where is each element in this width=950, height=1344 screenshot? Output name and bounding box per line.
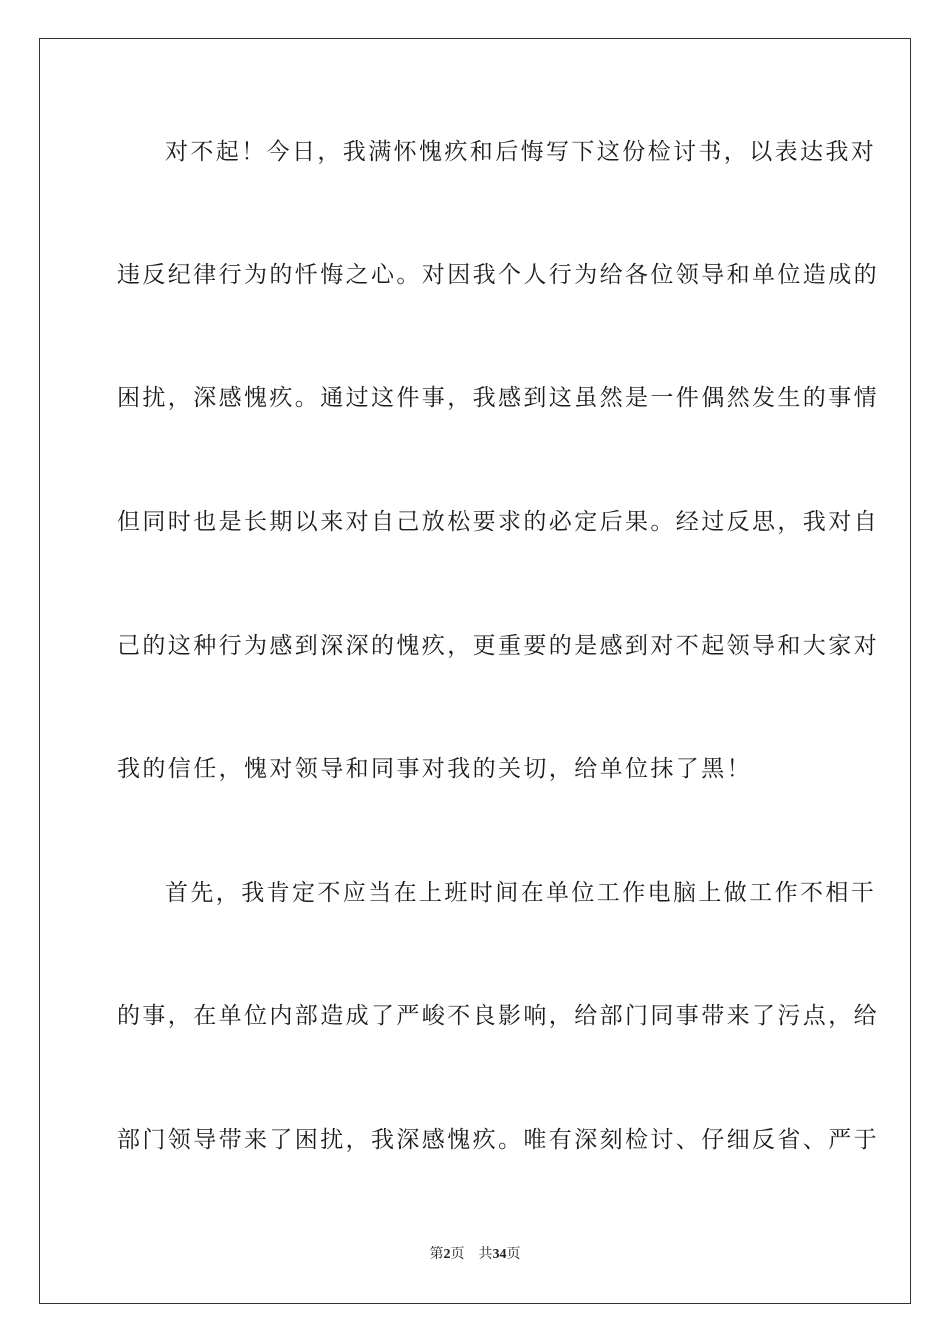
text-line-2: 违反纪律行为的忏悔之心。对因我个人行为给各位领导和单位造成的 xyxy=(117,262,879,288)
footer-total-prefix: 共 xyxy=(478,1246,493,1262)
text-line-3: 困扰，深感愧疚。通过这件事，我感到这虽然是一件偶然发生的事情 xyxy=(117,385,879,411)
footer-page-prefix: 第 xyxy=(429,1246,444,1262)
footer-total-suffix: 页 xyxy=(506,1246,521,1262)
text-line-9: 部门领导带来了困扰，我深感愧疚。唯有深刻检讨、仔细反省、严于 xyxy=(117,1127,879,1153)
footer-page-suffix: 页 xyxy=(450,1246,465,1262)
text-line-4: 但同时也是长期以来对自己放松要求的必定后果。经过反思，我对自 xyxy=(117,509,879,535)
text-line-1: 对不起！今日，我满怀愧疚和后悔写下这份检讨书，以表达我对 xyxy=(165,139,877,165)
text-line-8: 的事，在单位内部造成了严峻不良影响，给部门同事带来了污点，给 xyxy=(117,1003,879,1029)
footer-total-pages: 34 xyxy=(492,1247,507,1262)
page-border xyxy=(39,38,911,1304)
text-line-5: 己的这种行为感到深深的愧疚，更重要的是感到对不起领导和大家对 xyxy=(117,633,879,659)
page-footer xyxy=(0,1244,950,1265)
footer-page-number: 2 xyxy=(443,1247,451,1262)
text-line-6: 我的信任，愧对领导和同事对我的关切，给单位抹了黑！ xyxy=(117,756,752,782)
text-line-7: 首先，我肯定不应当在上班时间在单位工作电脑上做工作不相干 xyxy=(165,880,877,906)
